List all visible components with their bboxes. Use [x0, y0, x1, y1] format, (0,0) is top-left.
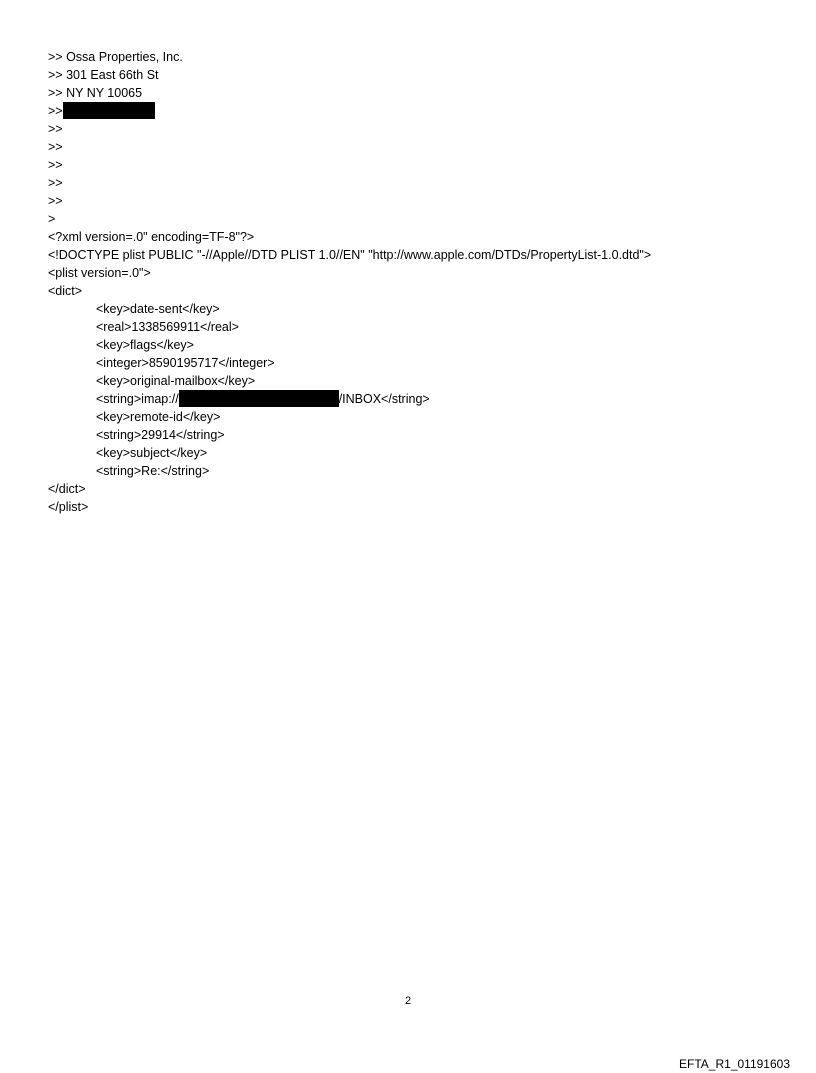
- quote-marker: >>: [48, 68, 67, 82]
- quote-marker: >>: [48, 104, 63, 118]
- address-street-line: [48, 66, 651, 84]
- key-date-sent: <key>date-sent</key>: [96, 302, 220, 316]
- empty-quote-line: >>: [48, 176, 63, 190]
- empty-quote-line: >>: [48, 194, 63, 208]
- key-flags: <key>flags</key>: [96, 338, 194, 352]
- remote-id-key-open: <key>remote-id: [96, 410, 183, 424]
- key-subject: <key>subject</key>: [96, 446, 208, 460]
- redaction-box: [179, 390, 339, 407]
- mailbox-string-line: [48, 390, 651, 408]
- address-company-line: [48, 48, 651, 66]
- company-name: Ossa Properties, Inc.: [66, 50, 183, 64]
- key-remote-id: [48, 408, 651, 426]
- end-quote-line: >: [48, 212, 56, 226]
- remote-id-value: <string>29914</string>: [96, 428, 225, 442]
- quote-marker: >>: [48, 50, 67, 64]
- redacted-quote-line: [48, 102, 651, 120]
- address-city-line: [48, 84, 651, 102]
- street-address: 301 East 66th St: [66, 68, 159, 82]
- document-body: [48, 48, 651, 516]
- empty-quote-line: >>: [48, 122, 63, 136]
- key-original-mailbox: <key>original-mailbox</key>: [96, 374, 256, 388]
- xml-declaration: <?xml version=.0" encoding=TF-8"?>: [48, 230, 255, 244]
- dict-open-tag: <dict>: [48, 284, 83, 298]
- mailbox-suffix: /INBOX</string>: [338, 392, 430, 406]
- quote-marker: >>: [48, 86, 67, 100]
- empty-quote-line: >>: [48, 158, 63, 172]
- real-value: <real>1338569911</real>: [96, 320, 239, 334]
- subject-value: <string>Re:</string>: [96, 464, 210, 478]
- dict-close-tag: </dict>: [48, 482, 86, 496]
- plist-open-tag: <plist version=.0">: [48, 266, 151, 280]
- page-number: 2: [404, 995, 412, 1007]
- bates-number: EFTA_R1_01191603: [679, 1057, 790, 1071]
- empty-quote-line: >>: [48, 140, 63, 154]
- redaction-box: [63, 102, 155, 119]
- plist-close-tag: </plist>: [48, 500, 89, 514]
- mailbox-prefix: <string>imap://: [96, 392, 179, 406]
- doctype-line: <!DOCTYPE plist PUBLIC "-//Apple//DTD PLIST 1.0//EN" "http://www.apple.com/DTDs/PropertyList-1.0.dtd">: [48, 248, 652, 262]
- city-address: NY NY 10065: [66, 86, 143, 100]
- remote-id-key-close: </key>: [182, 410, 221, 424]
- integer-value: <integer>8590195717</integer>: [96, 356, 275, 370]
